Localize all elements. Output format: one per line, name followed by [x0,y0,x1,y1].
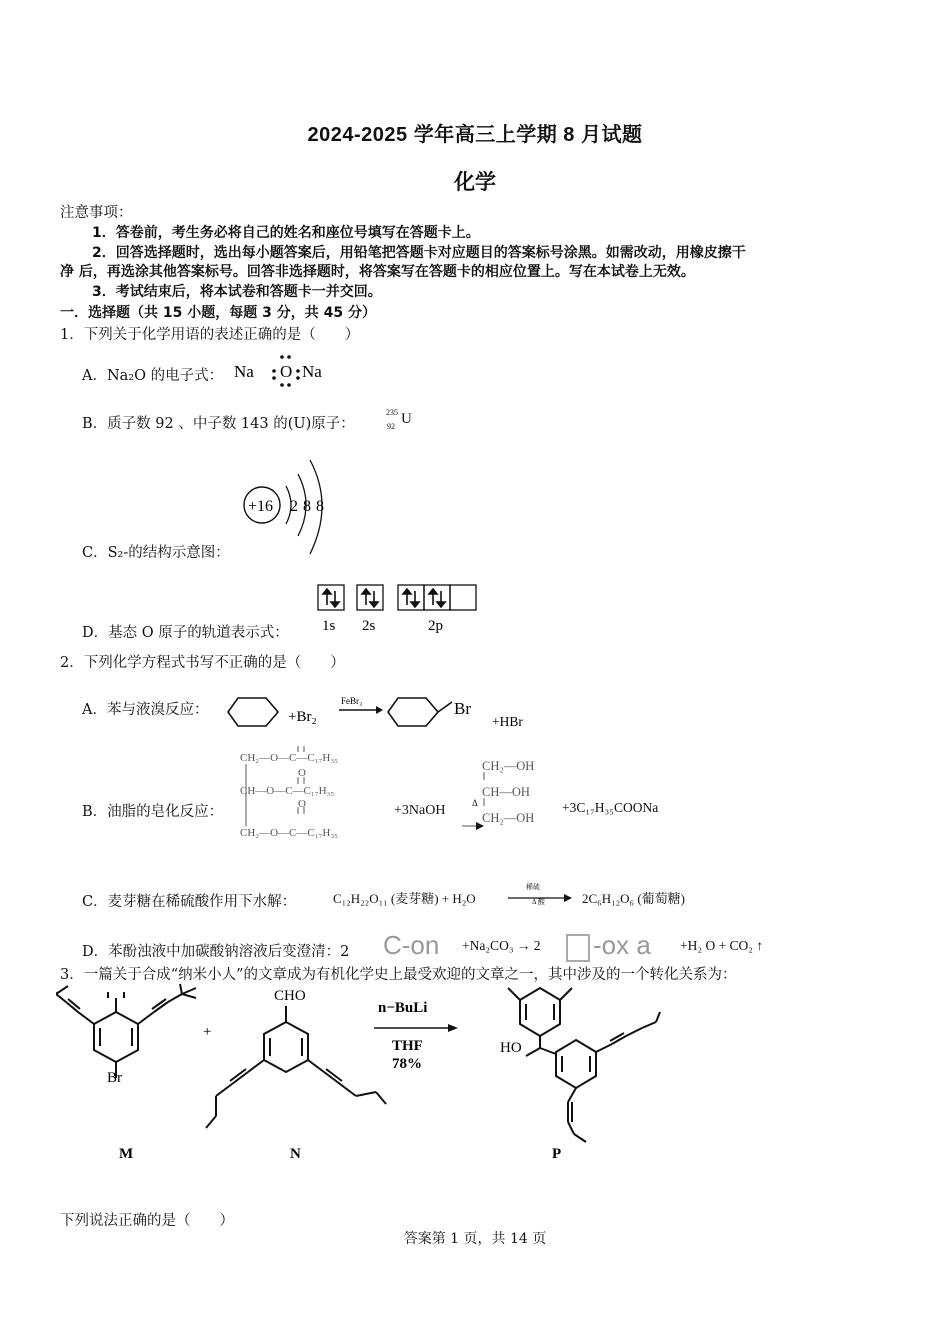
question-1-stem: 1．下列关于化学用语的表述正确的是（ ） [60,327,360,343]
q1-option-a: A．Na₂O 的电子式： [82,368,224,384]
saponification-equation [236,744,696,844]
phenol-garbled: C-on [383,930,440,960]
uranium-symbol: U [401,411,412,427]
label-1s: 1s [322,618,336,634]
missing-glyph-box [566,934,590,962]
notice-item-1: 1．答卷前，考生务必将自己的姓名和座位号填写在答题卡上。 [92,225,480,241]
shell-2-count: 8 [303,498,311,515]
label-2p: 2p [428,618,443,634]
orbital-diagram [316,583,482,635]
plus-sign: + [203,1024,212,1040]
ester-chain-1: CH₂—O—C—C₁₇H₃₅ [240,752,339,764]
notice-item-2b: 净 后，再选涂其他答案标号。回答非选择题时，将答案写在答题卡的相应位置上。写在本试卷上无效。 [60,264,695,280]
exam-title: 2024-2025 学年高三上学期 8 月试题 [307,124,643,146]
glucose-product: 2C₆H₁₂O₆ (葡萄糖) [582,891,685,906]
question-2-stem: 2．下列化学方程式书写不正确的是（ ） [60,655,345,671]
s2-structure-diagram [238,452,348,560]
glycerol-3: CH₂—OH [482,811,535,825]
glycerol-2: CH—OH [482,785,530,799]
q1-option-d: D．基态 O 原子的轨道表示式： [82,625,289,641]
section-heading: 一．选择题（共 15 小题，每题 3 分，共 45 分） [60,305,376,321]
notice-item-3: 3．考试结束后，将本试卷和答题卡一并交回。 [92,284,382,300]
q2-option-d: D．苯酚浊液中加碳酸钠溶液后变澄清：2 [82,944,350,960]
phenoxide-garbled: -ox a [593,930,651,960]
page-footer: 答案第 1 页，共 14 页 [403,1231,547,1247]
soap-product: +3C₁₇H₃₅COONa [562,800,659,815]
question-3-prompt: 下列说法正确的是（ ） [60,1213,234,1229]
carbonyl-o-2: O [298,767,306,779]
water-co2-products: +H₂ O + CO₂ ↑ [680,938,764,953]
label-2s: 2s [362,618,376,634]
thf-solvent: THF [392,1038,423,1054]
shell-3-count: 8 [316,498,324,515]
n-buli-reagent: n−BuLi [378,1000,428,1016]
na-symbol-right: Na [302,362,322,381]
yield-percent: 78% [392,1056,422,1072]
br2-reagent: +Br₂ [288,709,317,725]
p-ho-label: HO [500,1040,522,1056]
shell-1-count: 2 [290,498,298,515]
heat-symbol: Δ [472,798,478,808]
q2-option-b: B．油脂的皂化反应： [82,804,224,820]
notice-heading: 注意事项： [60,205,133,221]
febr3-catalyst: FeBr₃ [341,696,363,706]
hbr-product: +HBr [492,714,523,729]
n-cho-label: CHO [274,988,306,1004]
glycerol-1: CH₂—OH [482,759,535,773]
question-3-stem: 3．一篇关于合成“纳米小人”的文章成为有机化学史上最受欢迎的文章之一，其中涉及的一个转化关系为： [60,967,737,983]
q2-option-c: C．麦芽糖在稀硫酸作用下水解： [82,894,297,910]
atomic-number: 92 [387,422,395,431]
condition-top: 稀硫 [526,883,540,891]
benzene-bromination-equation [226,688,546,734]
na2co3-reagent: +Na₂CO₃ → 2 [462,938,541,953]
ester-chain-3: CH₂—O—C—C₁₇H₃₅ [240,827,339,839]
bromobenzene-br: Br [454,699,471,718]
label-p: P [552,1146,562,1162]
ester-chain-2: CH—O—C—C₁₇H₃₅ [240,785,335,797]
label-n: N [290,1146,301,1162]
electron-formula-na2o [232,350,332,392]
na-symbol-left: Na [234,362,254,381]
maltose-formula: C₁₂H₂₂O₁₁ (麦芽糖) + H₂O [333,891,476,906]
q1-option-c: C．S₂-的结构示意图： [82,545,230,561]
nanoputian-reaction-scheme [56,982,676,1172]
o-symbol: O [280,362,293,381]
m-br-label: Br [107,1070,122,1086]
notice-item-2a: 2．回答选择题时，选出每小题答案后，用铅笔把答题卡对应题目的答案标号涂黑。如需改动，用橡皮擦干 [92,245,746,261]
label-m: M [119,1146,134,1162]
mass-number: 235 [386,408,398,417]
naoh-reagent: +3NaOH [394,803,446,818]
condition-bottom: Δ 酸 [532,898,545,906]
nucleus-charge: +16 [248,498,274,515]
carbonyl-o-3: O [298,798,306,810]
subject-title: 化学 [454,171,496,194]
q1-option-b: B．质子数 92 、中子数 143 的(U)原子： [82,416,355,432]
q2-option-a: A．苯与液溴反应： [82,702,209,718]
